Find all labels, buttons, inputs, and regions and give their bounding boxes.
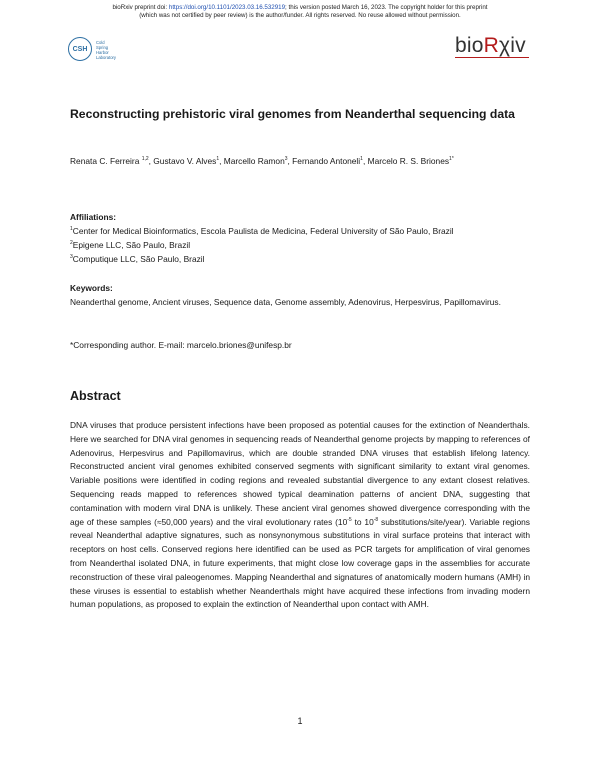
header-line-1 [0,4,600,12]
csh-logo-text [96,40,116,60]
author-sup: 3 [284,156,288,163]
abstract-text: substitutions/site/year). Variable regions reveal Neanderthal adaptive signatures, such as nonsynonymous substitutions in viral surface proteins that interact with receptors on host cells. Conserved regions here identified can be used as PCR targets for amplification of viral genomes from Neanderthal isolated DNA, in future experiments, that might close low coverage gaps in the assemblies for accurate reconstruction of these viral paleogenomes. Mapping Neanderthal and signatures of anatomically modern humans (AMH) in these viruses is essential to establish whether Neanderthals might have acquired these infections from invading modern human populations, as proposed to explain the extinction of Neanderthal upon contact with AMH. [70,516,530,610]
page-number: 1 [297,716,303,726]
preprint-header [0,4,600,20]
author-name: Marcelo R. S. Briones [367,156,450,166]
affiliation-sup: 1 [70,226,73,233]
csh-text-line: Laboratory [96,55,117,60]
abstract-body [70,419,530,612]
abstract-text: to 10 [351,516,374,527]
affiliation-item [70,254,205,264]
affiliation-sup: 2 [70,240,73,247]
author-sup: 1 [360,156,363,163]
abstract-exponent: -8 [373,516,379,523]
author-sup: 1 [216,156,220,163]
abstract-text: DNA viruses that produce persistent infections have been proposed as potential causes for the extinction of Neanderthals. Here we searched for DNA viral genomes in sequencing reads of Neanderthal genome projects by mapping to references of Adenovirus, Herpesvirus and Papillomavirus, which are double stranded DNA viruses that establish lifelong latency. Reconstructed ancient viral genomes exhibited conserved segments with significant similarity to extant viral genomes. Variable positions were identified in coding regions and revealed substantial divergence to any extant closest relatives. Sequencing reads mapped to references showed typical deamination patterns of ancient DNA, suggesting that contamination with modern viral DNA is unlikely. These ancient viral genomes showed divergence corresponding with the age of these samples (≈50,000 years) and the viral evolutionary rates (10 [70,420,530,527]
biorxiv-logo-underline [455,57,529,58]
author-name: Renata C. Ferreira [70,156,140,166]
author-list: Renata C. Ferreira $^{1,2}$, Gustavo V. Alves$^1$, Marcello Ramon$^3$, Fernando Antoneli$^1$, Marcelo R. S. Briones$^{1*}$ [70,156,454,166]
abstract-heading: Abstract [70,389,121,403]
csh-logo-mark: CSH [68,37,92,61]
csh-logo [68,37,128,63]
csh-text-line: Harbor [96,50,109,55]
doi-link[interactable]: https://doi.org/10.1101/2023.03.16.532919 [168,4,286,11]
author-sup: 1,2 [141,156,149,163]
author-name: Gustavo V. Alves [153,156,217,166]
affiliation-sup: 3 [70,254,73,261]
biorxiv-logo-bio: bio [455,34,484,57]
affiliation-text: Computique LLC, São Paulo, Brazil [72,254,205,264]
header-prefix: bioRxiv preprint doi: [112,4,169,11]
biorxiv-logo-iv: χiv [499,34,526,57]
csh-text-line: Spring [96,45,109,50]
corresponding-author: *Corresponding author. E-mail: marcelo.briones@unifesp.br [70,340,292,350]
biorxiv-logo-r: R [483,34,499,57]
biorxiv-logo [455,34,526,58]
affiliation-item [70,226,454,236]
affiliations-label: Affiliations: [70,212,117,222]
affiliation-text: Center for Medical Bioinformatics, Escola Paulista de Medicina, Federal University of São Paulo, Brazil [72,226,454,236]
csh-text-line: Cold [96,40,105,45]
abstract-exponent: -5 [347,516,352,523]
header-line-2: (which was not certified by peer review) is the author/funder. All rights reserved. No reuse allowed without permission. [139,12,461,19]
keywords-text: Neanderthal genome, Ancient viruses, Sequence data, Genome assembly, Adenovirus, Herpesvirus, Papillomavirus. [70,297,501,307]
affiliation-item [70,240,190,250]
author-name: Fernando Antoneli [292,156,361,166]
paper-title: Reconstructing prehistoric viral genomes from Neanderthal sequencing data [70,107,515,121]
author-name: Marcello Ramon [223,156,285,166]
author-sup: 1* [449,156,454,163]
affiliation-text: Epigene LLC, São Paulo, Brazil [72,240,191,250]
keywords-label: Keywords: [70,283,113,293]
header-suffix: ; this version posted March 16, 2023. The copyright holder for this preprint [285,4,488,11]
